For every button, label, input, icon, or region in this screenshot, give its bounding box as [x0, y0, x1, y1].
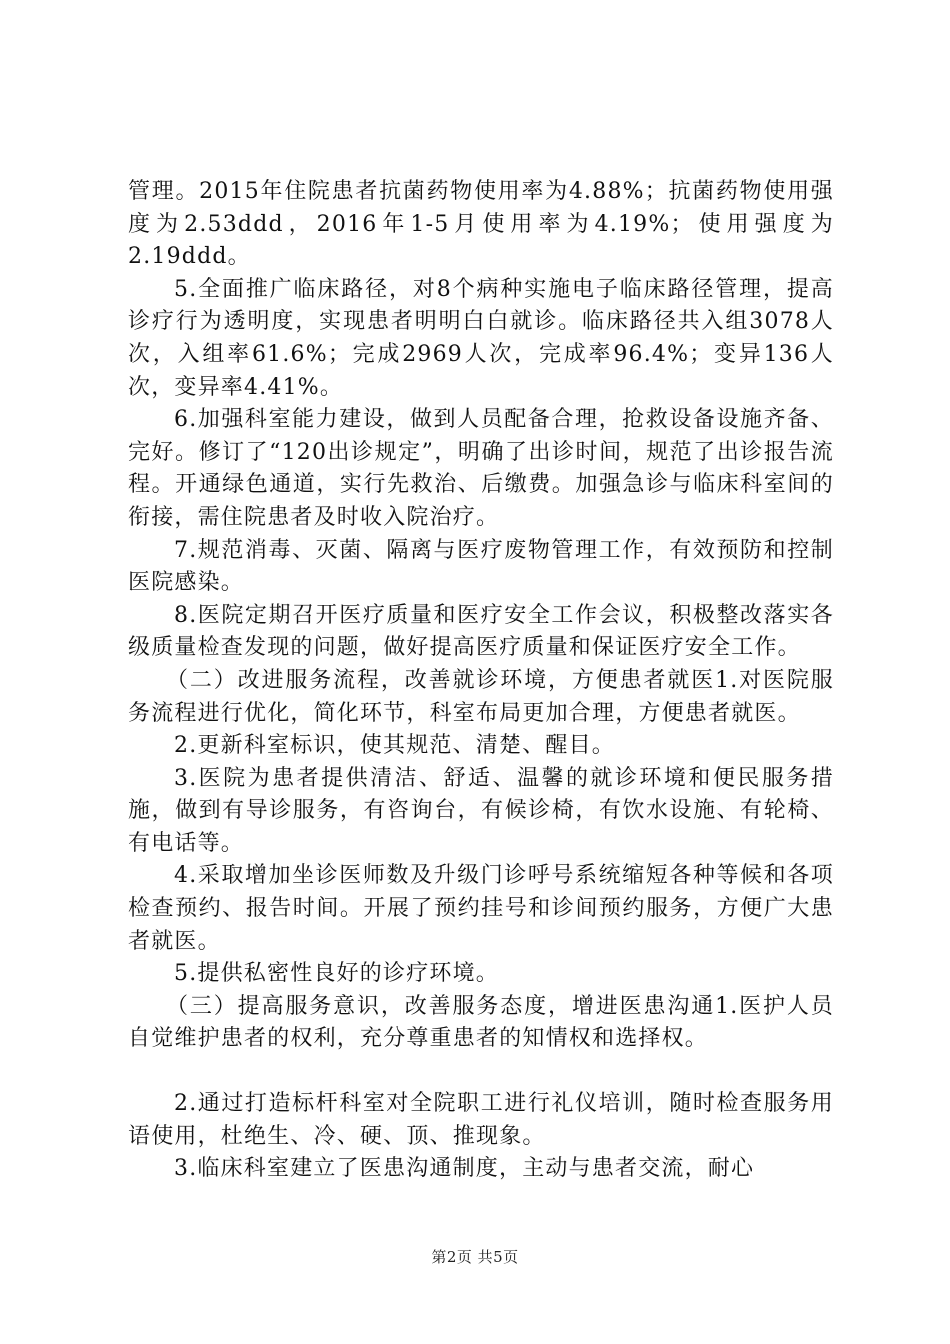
- paragraph-privacy: 5.提供私密性良好的诊疗环境。: [174, 961, 499, 987]
- paragraph-signage: 2.更新科室标识，使其规范、清楚、醒目。: [174, 733, 615, 759]
- paragraph-etiquette-training: 2.通过打造标杆科室对全院职工进行礼仪培训，随时检查服务用语使用，杜绝生、冷、硬、顶、推现象。: [128, 1091, 834, 1149]
- paragraph-section-3-heading: （三）提高服务意识，改善服务态度，增进医患沟通1.医护人员自觉维护患者的权利，充分尊重患者的知情权和选择权。: [128, 993, 834, 1052]
- page-number-footer: 第2页 共5页: [431, 1248, 519, 1266]
- paragraph-environment: 3.医院为患者提供清洁、舒适、温馨的就诊环境和便民服务措施，做到有导诊服务，有咨询台，有候诊椅，有饮水设施、有轮椅、有电话等。: [128, 765, 834, 856]
- paragraph-clinical-pathway: 5.全面推广临床路径，对8个病种实施电子临床路径管理，提高诊疗行为透明度，实现患者明明白白就诊。临床路径共入组3078人次，入组率61.6%；完成2969人次，完成率96.4%；变异136人次，变异率4.41%。: [128, 276, 834, 400]
- paragraph-communication: 3.临床科室建立了医患沟通制度，主动与患者交流，耐心: [174, 1156, 755, 1182]
- paragraph-infection-control: 7.规范消毒、灭菌、隔离与医疗废物管理工作，有效预防和控制医院感染。: [128, 537, 834, 596]
- paragraph-department-capacity: 6.加强科室能力建设，做到人员配备合理，抢救设备设施齐备、完好。修订了“120出诊规定”，明确了出诊时间，规范了出诊报告流程。开通绿色通道，实行先救治、后缴费。加强急诊与临床科室间的衔接，需住院患者及时收入院治疗。: [128, 407, 834, 530]
- paragraph-antibiotics: 管理。2015年住院患者抗菌药物使用率为4.88%；抗菌药物使用强度为2.53ddd，2016年1-5月使用率为4.19%；使用强度为2.19ddd。: [128, 179, 834, 270]
- paragraph-section-2-heading: （二）改进服务流程，改善就诊环境，方便患者就医1.对医院服务流程进行优化，简化环节，科室布局更加合理，方便患者就医。: [128, 667, 834, 726]
- paragraph-quality-meetings: 8.医院定期召开医疗质量和医疗安全工作会议，积极整改落实各级质量检查发现的问题，做好提高医疗质量和保证医疗安全工作。: [128, 602, 834, 661]
- paragraph-waiting-time: 4.采取增加坐诊医师数及升级门诊呼号系统缩短各种等候和各项检查预约、报告时间。开展了预约挂号和诊间预约服务，方便广大患者就医。: [128, 863, 834, 954]
- document-body: [128, 176, 834, 1186]
